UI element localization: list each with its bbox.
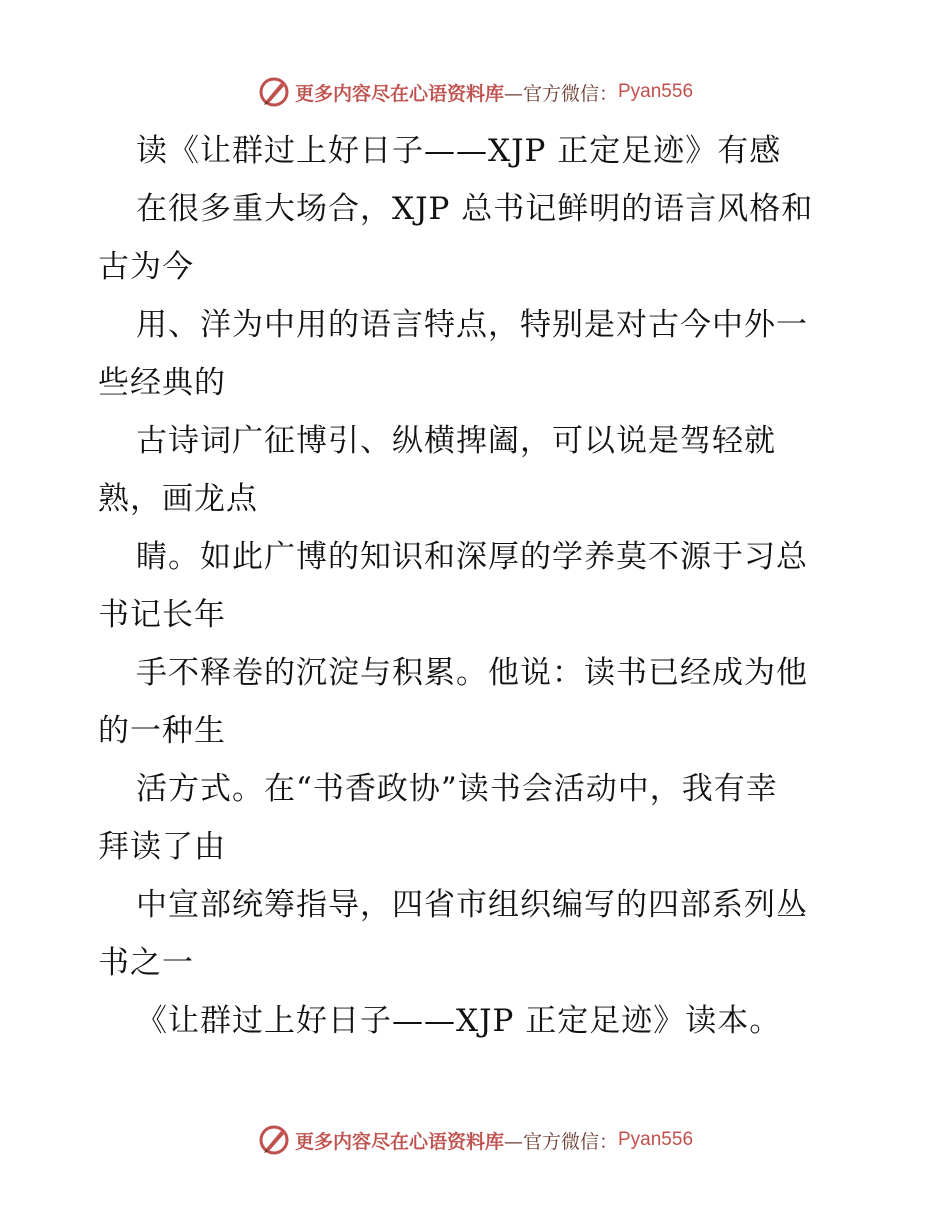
pen-logo-icon [257, 75, 291, 109]
text-line: 熟，画龙点 [98, 481, 258, 517]
text-line: 古为今 [98, 249, 194, 285]
banner-wechat-id: Pyan556 [618, 81, 694, 102]
pen-logo-icon [257, 1123, 291, 1157]
banner-sub-text: —官方微信： [503, 1130, 618, 1153]
text-line: 中宣部统筹指导，四省市组织编写的四部系列丛 [136, 887, 808, 923]
text-line: 《让群过上好日子——XJP 正定足迹》读本。 [136, 1003, 782, 1039]
text-line: 活方式。在“书香政协”读书会活动中，我有幸 [136, 771, 778, 807]
banner-main-text: 更多内容尽在心语资料库 [294, 1130, 504, 1153]
document-body [98, 122, 858, 1050]
header-banner [0, 72, 950, 112]
text-line: 在很多重大场合，XJP 总书记鲜明的语言风格和 [136, 191, 814, 227]
footer-banner [0, 1120, 950, 1160]
text-line: 的一种生 [98, 713, 226, 749]
banner-wechat-id: Pyan556 [618, 1129, 694, 1150]
text-line: 书记长年 [98, 597, 226, 633]
text-line: 书之一 [98, 945, 194, 981]
text-line: 些经典的 [98, 365, 226, 401]
text-line: 拜读了由 [98, 829, 226, 865]
banner-main-text: 更多内容尽在心语资料库 [294, 82, 504, 105]
document-title: 读《让群过上好日子——XJP 正定足迹》有感 [136, 133, 782, 169]
banner-sub-text: —官方微信： [503, 82, 618, 105]
text-line: 睛。如此广博的知识和深厚的学养莫不源于习总 [136, 539, 808, 575]
text-line: 用、洋为中用的语言特点，特别是对古今中外一 [136, 307, 808, 343]
text-line: 古诗词广征博引、纵横捭阖，可以说是驾轻就 [136, 423, 776, 459]
text-line: 手不释卷的沉淀与积累。他说：读书已经成为他 [136, 655, 808, 691]
